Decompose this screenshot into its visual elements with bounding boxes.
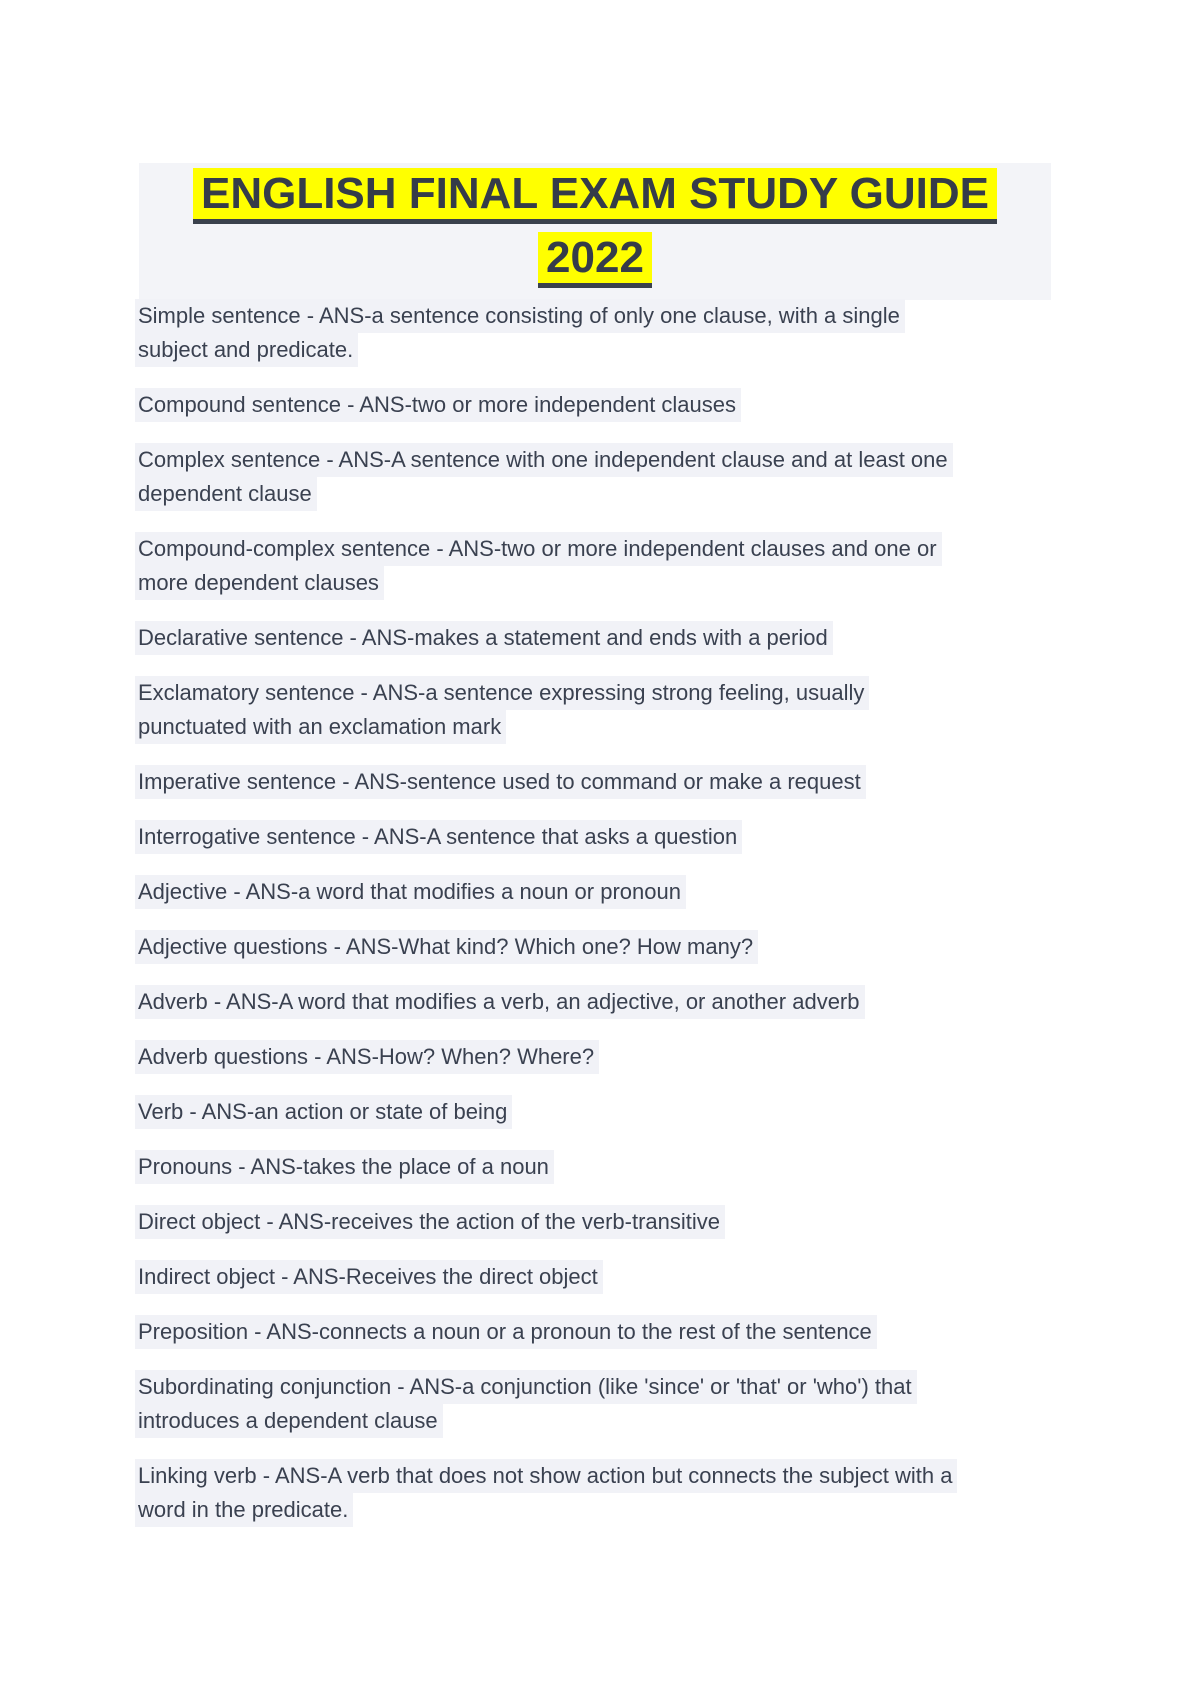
item-text-line: Exclamatory sentence - ANS-a sentence expressing strong feeling, usually: [135, 676, 869, 710]
item-text-line: Declarative sentence - ANS-makes a statement and ends with a period: [135, 621, 833, 655]
item-text-line: Preposition - ANS-connects a noun or a pronoun to the rest of the sentence: [135, 1315, 877, 1349]
study-item-subordinating-conjunction: [135, 1370, 1060, 1438]
title-line-2: [139, 232, 1051, 296]
item-text-line: Verb - ANS-an action or state of being: [135, 1095, 512, 1129]
study-item-verb: [135, 1095, 1060, 1129]
study-item-adverb-questions: [135, 1040, 1060, 1074]
item-text-line: Linking verb - ANS-A verb that does not show action but connects the subject with a: [135, 1459, 957, 1493]
item-text-line: word in the predicate.: [135, 1493, 353, 1527]
study-item-complex-sentence: [135, 443, 1060, 511]
item-text-line: subject and predicate.: [135, 333, 358, 367]
study-item-indirect-object: [135, 1260, 1060, 1294]
item-text-line: Pronouns - ANS-takes the place of a noun: [135, 1150, 554, 1184]
study-item-compound-complex-sentence: [135, 532, 1060, 600]
item-text-line: Adverb - ANS-A word that modifies a verb, an adjective, or another adverb: [135, 985, 865, 1019]
item-text-line: punctuated with an exclamation mark: [135, 710, 506, 744]
title-highlight: 2022: [538, 232, 652, 288]
study-item-adverb: [135, 985, 1060, 1019]
study-item-imperative-sentence: [135, 765, 1060, 799]
study-item-adjective: [135, 875, 1060, 909]
item-text-line: Imperative sentence - ANS-sentence used to command or make a request: [135, 765, 866, 799]
study-item-pronouns: [135, 1150, 1060, 1184]
study-item-preposition: [135, 1315, 1060, 1349]
item-text-line: more dependent clauses: [135, 566, 384, 600]
item-text-line: Subordinating conjunction - ANS-a conjunction (like 'since' or 'that' or 'who') that: [135, 1370, 917, 1404]
item-text-line: Interrogative sentence - ANS-A sentence that asks a question: [135, 820, 742, 854]
item-text-line: introduces a dependent clause: [135, 1404, 443, 1438]
item-text-line: Complex sentence - ANS-A sentence with one independent clause and at least one: [135, 443, 953, 477]
item-text-line: Direct object - ANS-receives the action of the verb-transitive: [135, 1205, 725, 1239]
study-item-compound-sentence: [135, 388, 1060, 422]
document-title: [139, 163, 1051, 300]
title-line-1: [139, 168, 1051, 232]
item-text-line: Adverb questions - ANS-How? When? Where?: [135, 1040, 599, 1074]
item-text-line: Indirect object - ANS-Receives the direct object: [135, 1260, 603, 1294]
study-item-linking-verb: [135, 1459, 1060, 1527]
study-item-adjective-questions: [135, 930, 1060, 964]
study-item-exclamatory-sentence: [135, 676, 1060, 744]
study-item-simple-sentence: [135, 299, 1060, 367]
item-text-line: Compound sentence - ANS-two or more independent clauses: [135, 388, 741, 422]
item-text-line: Adjective - ANS-a word that modifies a noun or pronoun: [135, 875, 686, 909]
item-text-line: Compound-complex sentence - ANS-two or more independent clauses and one or: [135, 532, 942, 566]
study-guide-content: [135, 299, 1060, 1548]
study-item-direct-object: [135, 1205, 1060, 1239]
item-text-line: Adjective questions - ANS-What kind? Which one? How many?: [135, 930, 758, 964]
item-text-line: Simple sentence - ANS-a sentence consisting of only one clause, with a single: [135, 299, 905, 333]
study-item-interrogative-sentence: [135, 820, 1060, 854]
item-text-line: dependent clause: [135, 477, 317, 511]
study-item-declarative-sentence: [135, 621, 1060, 655]
title-highlight: ENGLISH FINAL EXAM STUDY GUIDE: [193, 168, 997, 224]
